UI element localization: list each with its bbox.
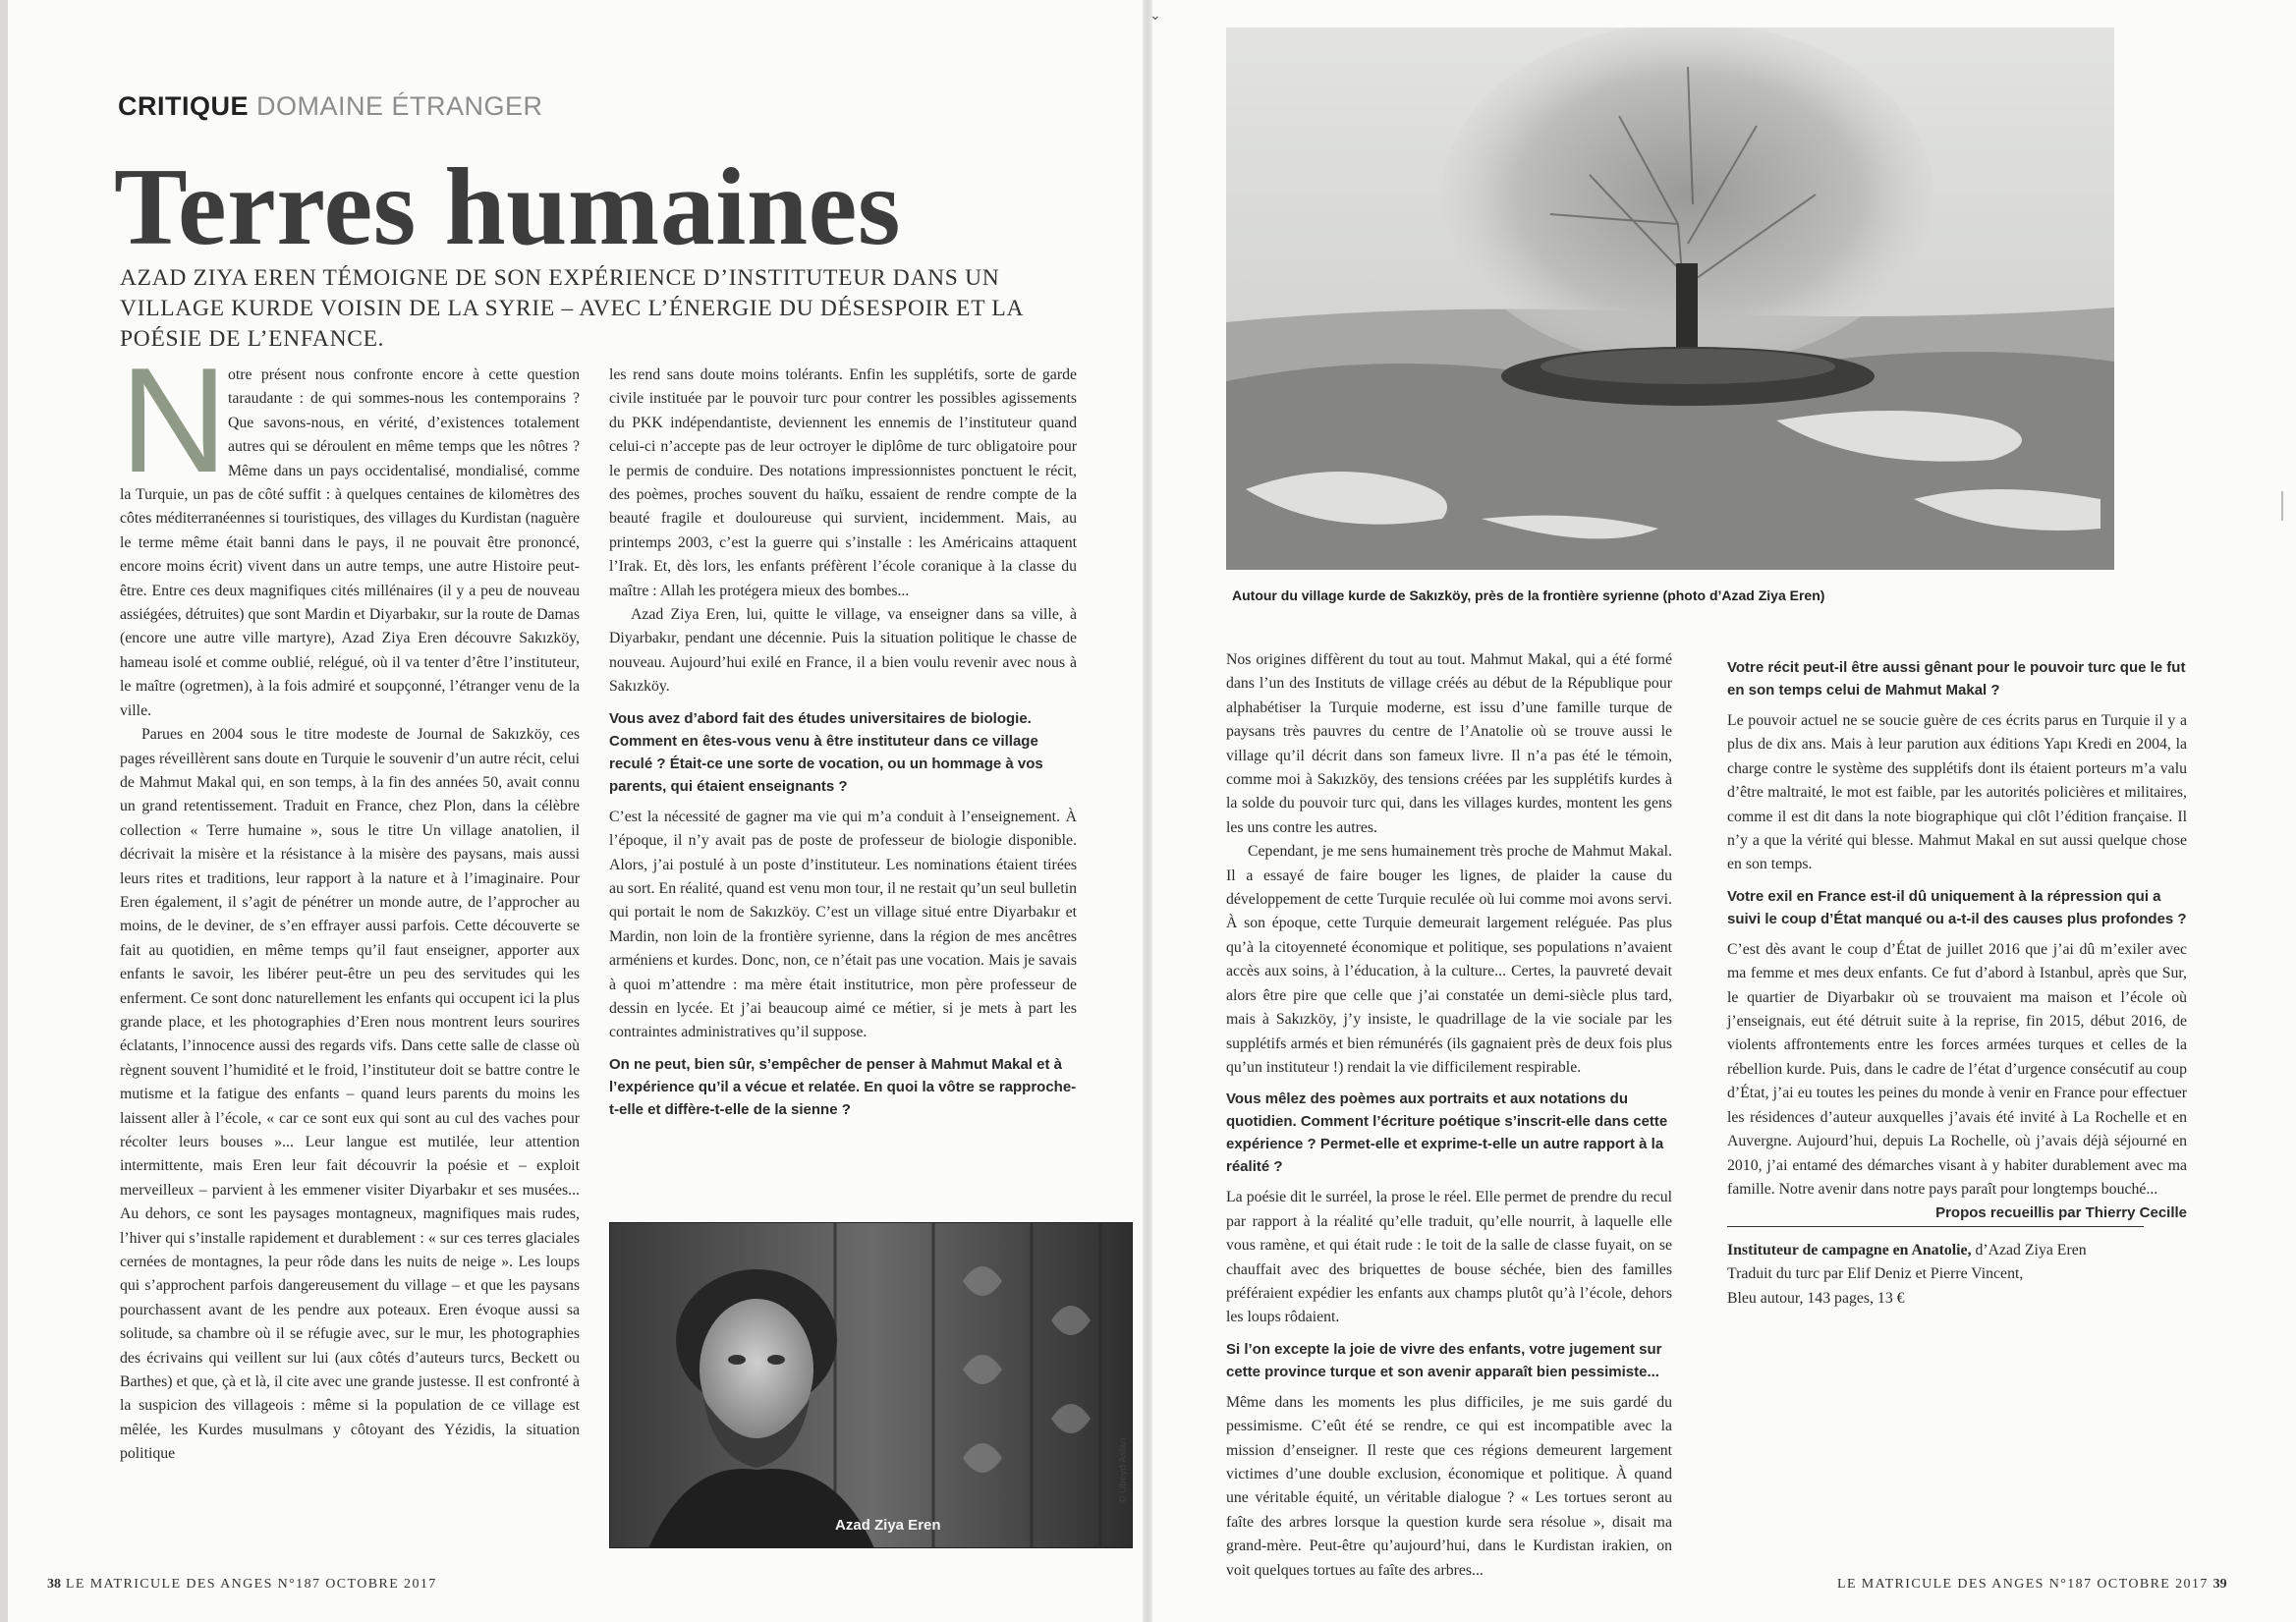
bib-divider: [1727, 1226, 2144, 1227]
book-title: Instituteur de campagne en Anatolie,: [1727, 1241, 1972, 1258]
book-author: d’Azad Ziya Eren: [1975, 1241, 2087, 1258]
interview-answer: Nos origines diffèrent du tout au tout. Mahmut Makal, qui a été formé dans l’un des Instituts de village créés au début de la République pour alphabétiser la Turquie moderne, est issu d’une famille turque de paysans très pauvres du centre de l’Anatolie où se trouve aussi le village qu’il décrit dans son fameux livre. Il n’a pas été le témoin, comme moi à Sakızköy, des tensions créées par les supplétifs kurdes à la solde du pouvoir turc qui, dans les villages kurdes, montent les gens les uns contre les autres.: [1226, 651, 1672, 836]
interview-answer: Cependant, je me sens humainement très proche de Mahmut Makal. Il a essayé de faire bouger les lignes, de plaider la cause du développement de cette Turquie reculée où lui comme moi avons servi. À son époque, cette Turquie demeurait largement reléguée. Pas plus qu’à la citoyenneté économique et politique, ses populations n’avaient accès aux soins, à l’éducation, à la culture... Certes, la pauvreté devait alors être pire que celle que j’ai constatée un demi-siècle plus tard, mais à Sakızköy, j’y insiste, le quadrillage de la vie sociale par les supplétifs armés et bien rémunérés (ils gagnaient près de deux fois plus qu’un instituteur !) rendait la vie difficilement respirable.: [1226, 843, 1672, 1076]
interview-answer: La poésie dit le surréel, la prose le réel. Elle permet de prendre du recul par rapport à la réalité qu’elle traduit, qu’elle nourrit, à laquelle elle vous ramène, et qui était rude : le toit de la salle de classe fuyait, on se chauffait avec des briquettes de bouse séchée, bien des familles préféraient expédier les enfants aux champs plutôt qu’à l’école, dehors les loups rôdaient.: [1226, 1189, 1672, 1326]
section-kicker: [118, 91, 543, 122]
section-sublabel: DOMAINE ÉTRANGER: [256, 91, 543, 121]
interview-question: Votre exil en France est-il dû uniquement à la répression qui a suivi le coup d’État manqué ou a-t-il des causes plus profondes ?: [1727, 887, 2187, 927]
book-reference: [1727, 1226, 2187, 1311]
portrait-illustration: [609, 1222, 1133, 1548]
page-number-left: 38: [47, 1577, 61, 1592]
trim-mark: [2281, 491, 2283, 521]
interview-answer: Même dans les moments les plus difficiles, je me suis gardé du pessimisme. C’eût été se rendre, ce qui est incompatible avec la mission d’enseigner. Il reste que ces régions demeurent largement victimes d’une double exclusion, économique et politique. À quand une véritable équité, un véritable dialogue ? « Les tortues seront au faîte des arbres lorsque la question kurde sera résolue », disait ma grand-mère. Peut-être qu’aujourd’hui, dans le Kurdistan irakien, on voit quelques tortues au faîte des arbres...: [1226, 1393, 1672, 1579]
article-column-2: [609, 364, 1077, 1129]
section-label: CRITIQUE: [118, 91, 250, 121]
article-column-4: [1727, 648, 2187, 1311]
interview-question: Si l’on excepte la joie de vivre des enfants, votre jugement sur cette province turque et son avenir apparaît bien pessimiste...: [1226, 1340, 1662, 1380]
interview-question: Votre récit peut-il être aussi gênant pour le pouvoir turc que le fut en son temps celui de Mahmut Makal ?: [1727, 659, 2186, 699]
portrait-caption: Azad Ziya Eren: [835, 1517, 941, 1534]
article-column-3: [1226, 648, 1672, 1583]
folio-right: [1837, 1577, 2227, 1593]
book-title-line: [1727, 1239, 2187, 1262]
page-edge: [0, 0, 8, 1622]
landscape-illustration: [1226, 28, 2114, 570]
interview-question: On ne peut, bien sûr, s’empêcher de penser à Mahmut Makal et à l’expérience qu’il a vécue et relatée. En quoi la vôtre se rapproche-t-elle et diffère-t-elle de la sienne ?: [609, 1055, 1077, 1118]
article-standfirst: AZAD ZIYA EREN TÉMOIGNE DE SON EXPÉRIENCE D’INSTITUTEUR DANS UN VILLAGE KURDE VOISIN DE LA SYRIE – AVEC L’ÉNERGIE DU DÉSESPOIR ET LA POÉSIE DE L’ENFANCE.: [120, 265, 1023, 352]
interview-byline: Propos recueillis par Thierry Cecille: [1935, 1204, 2187, 1222]
article-paragraph: Azad Ziya Eren, lui, quitte le village, va enseigner dans sa ville, à Diyarbakır, pendant une décennie. Puis la situation politique le chasse de nouveau. Aujourd’hui exilé en France, il a bien voulu revenir avec nous à Sakızköy.: [609, 606, 1077, 696]
landscape-photo: [1226, 28, 2114, 570]
article-paragraph: Parues en 2004 sous le titre modeste de Journal de Sakızköy, ces pages réveillèrent sans doute en Turquie le souvenir d’un autre récit, celui de Mahmut Makal qui, en son temps, à la fin des années 50, avait connu un grand retentissement. Traduit en France, chez Plon, dans la célèbre collection « Terre humaine », sous le titre Un village anatolien, il décrivait la misère et la résistance à la misère des paysans, mais aussi leurs rites et traditions, leur rapport à la nature et à l’imaginaire. Pour Eren également, il s’agit de pénétrer un monde autre, de l’approcher au moins, de le deviner, de s’en effrayer aussi parfois. Cette découverte se fait au quotidien, en même temps qu’il faut enseigner, apporter aux enfants le savoir, les libérer peut-être un peu des servitudes qui les enferment. Ce sont donc naturellement les enfants qui occupent ici la plus grande place, et les photographies d’Eren nous montrent leurs sourires éclatants, l’innocence aussi des regards vifs. Dans cette salle de classe où règnent souvent l’humidité et le froid, l’instituteur doit se battre contre le mutisme et la fatigue des enfants – quand leurs parents du moins les laissent aller à l’école, « car ce sont eux qui sont au cul des vaches pour récolter leurs bouses »... Leur langue est mutilée, leur attention intermittente, mais Eren leur fait découvrir la poésie et – exploit merveilleux – parvient à les emmener visiter Diyarbakır et ses musées... Au dehors, ce sont les paysages montagneux, magnifiques mais rudes, l’hiver qui s’installe rapidement et durablement : « sur ces terres glaciales cernées de montagnes, la peur rôde dans les nuits de neige ». Les loups qui s’approchent parfois dangereusement du village – et que les paysans pourchassent avant de les pendre aux poteaux. Eren évoque aussi sa solitude, sa chambre où il se réfugie avec, sur le mur, les photographies des écrivains qui veillent sur lui (aux côtés d’auteurs turcs, Beckett ou Barthes) et que, çà et là, il cite avec une grande justesse. Il est confronté à la suspicion des villageois : même si la population de ce village est mêlée, les Kurdes musulmans y côtoyant des Yézidis, la situation politique: [120, 726, 580, 1463]
landscape-caption: Autour du village kurde de Sakızköy, près de la frontière syrienne (photo d’Azad Ziya Eren): [1232, 587, 1825, 603]
drop-cap: N: [120, 337, 228, 504]
article-paragraph: [120, 337, 580, 723]
interview-question: Vous mêlez des poèmes aux portraits et aux notations du quotidien. Comment l’écriture poétique s’inscrit-elle dans cette expérience ? Permet-elle et exprime-t-elle un autre rapport à la réalité ?: [1226, 1091, 1668, 1176]
print-mark: ⌄: [1149, 9, 1161, 24]
photo-credit: © Ubeyd Aslan: [1118, 1437, 1129, 1503]
page-number-right: 39: [2212, 1577, 2227, 1592]
interview-question: Vous avez d’abord fait des études universitaires de biologie. Comment en êtes-vous venu à être instituteur dans ce village reculé ? Était-ce une sorte de vocation, ou un hommage à vos parents, qui étaient enseignants ?: [609, 709, 1043, 795]
book-publisher: Bleu autour, 143 pages, 13 €: [1727, 1289, 1905, 1307]
interview-answer: Le pouvoir actuel ne se soucie guère de ces écrits parus en Turquie il y a plus de dix ans. Mais à leur parution aux éditions Yapı Kredi en 2004, la charge contre le système des supplétifs dont ils étaient porteurs m’a valu d’être maltraité, le mot est faible, par les autorités policières et militaires, comme il est dit dans la note biographique qui clôt l’édition française. Il n’y a que la vérité qui blesse. Mahmut Makal en sut aussi quelque chose en son temps.: [1727, 712, 2187, 873]
magazine-issue-left: LE MATRICULE DES ANGES N°187 OCTOBRE 2017: [65, 1577, 437, 1592]
interview-answer: C’est dès avant le coup d’État de juillet 2016 que j’ai dû m’exiler avec ma femme et mes deux enfants. Ce fut d’abord à Istanbul, après que Sur, le quartier de Diyarbakır où se trouvaient ma maison et l’école où j’enseignais, eut été détruit suite à la reprise, fin 2015, début 2016, de violents affrontements entre les forces armées turques et celles de la rébellion kurde. Puis, dans le cadre de l’état d’urgence consécutif au coup d’État, j’ai eu toutes les peines du monde à venir en France pour effectuer les résidences d’auteur auxquelles j’avais été invité à La Rochelle et en Auvergne. Aujourd’hui, depuis La Rochelle, où j’avais déjà séjourné en 2010, j’ai entamé des démarches visant à y habiter durablement avec ma famille. Notre avenir dans notre pays paraît pour longtemps bouché...: [1727, 940, 2187, 1198]
paragraph-text: otre présent nous confronte encore à cette question taraudante : de qui sommes-nous les contemporains ? Que savons-nous, en vérité, d’existences totalement autres qui se déroulent en même temps que les nôtres ? Même dans un pays occidentalisé, mondialisé, comme la Turquie, un pas de côté suffit : à quelques centaines de kilomètres des côtes méditerranéennes si touristiques, des villages du Kurdistan (naguère le terme même était banni dans le pays, il ne pouvait être prononcé, encore moins écrit) vivent dans un autre temps, une autre Histoire peut-être. Entre ces deux magnifiques cités millénaires (il y a peu de nouveau assiégées, détruites) que sont Mardin et Diyarbakır, sur la route de Damas (encore une autre ville martyre), Azad Ziya Eren découvre Sakızköy, hameau isolé et comme oublié, relégué, où il va tenter d’être l’instituteur, le maître (ogretmen), à la fois admiré et soupçonné, l’étranger venu de la ville.: [120, 366, 580, 719]
magazine-spine: [1143, 0, 1152, 1622]
folio-left: [47, 1577, 437, 1593]
article-column-1: [120, 337, 580, 1467]
article-paragraph: les rend sans doute moins tolérants. Enfin les supplétifs, sorte de garde civile instituée par le pouvoir turc pour contrer les possibles agissements du PKK indépendantiste, deviennent les ennemis de l’instituteur quand celui-ci n’accepte pas de leur octroyer le diplôme de turc obligatoire pour le permis de conduire. Des notations impressionnistes ponctuent le récit, des poèmes, proches souvent du haïku, essaient de rendre compte de la beauté fragile et douloureuse qui survient, incidemment. Mais, au printemps 2003, c’est la guerre qui s’installe : les Américains attaquent l’Irak. Et, dès lors, les enfants préfèrent l’école coranique à la classe du maître : Allah les protégera mieux des bombes...: [609, 366, 1077, 599]
author-portrait-photo: [609, 1222, 1133, 1548]
article-headline: Terres humaines: [114, 146, 901, 268]
book-translation: Traduit du turc par Elif Deniz et Pierre Vincent,: [1727, 1265, 2024, 1283]
interview-answer: C’est la nécessité de gagner ma vie qui m’a conduit à l’enseignement. À l’époque, il n’y avait pas de poste de professeur de biologie disponible. Alors, j’ai postulé à un poste d’instituteur. Les nominations étaient tirées au sort. En réalité, quand est venu mon tour, il ne restait qu’un seul bulletin qui portait le nom de Sakızköy. C’est un village situé entre Diyarbakır et Mardin, non loin de la frontière syrienne, dans la région de mes ancêtres arméniens et kurdes. Donc, non, ce n’était pas une vocation. Mais je savais à quoi m’attendre : ma mère était institutrice, mon père professeur de dessin en lycée. Et j’ai beaucoup aimé ce métier, si je mets à part les contraintes administratives qu’il suppose.: [609, 808, 1077, 1041]
magazine-issue-right: LE MATRICULE DES ANGES N°187 OCTOBRE 2017: [1837, 1577, 2209, 1592]
